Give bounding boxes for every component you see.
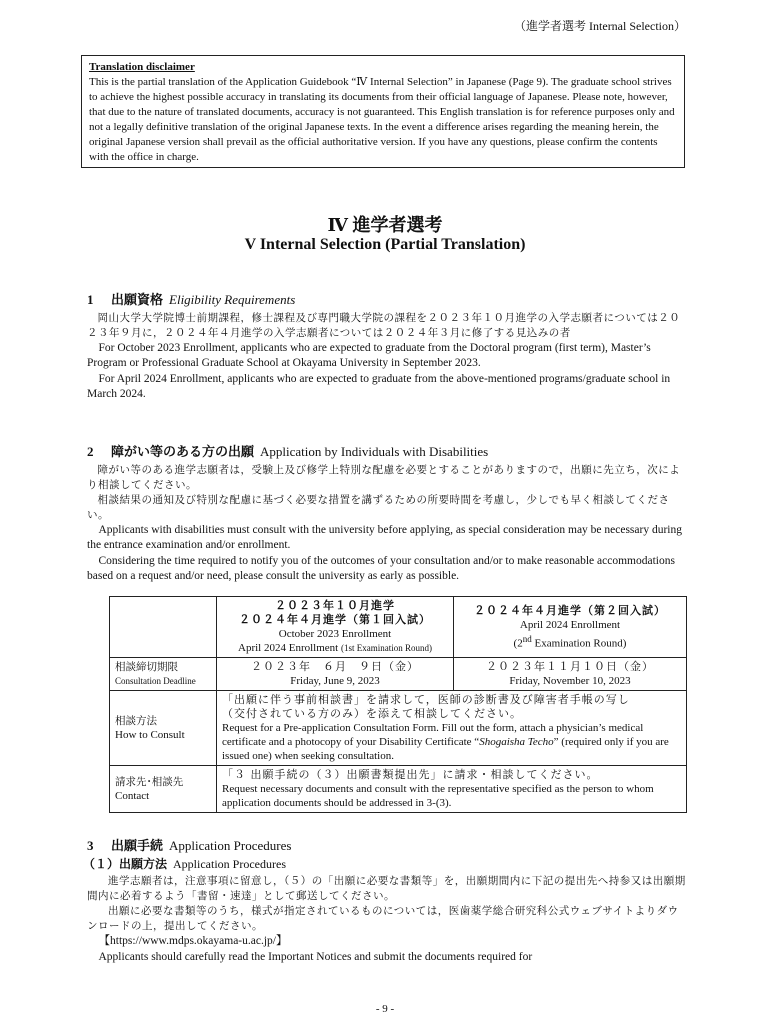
paragraph-jp: 障がい等のある進学志願者は，受験上及び修学上特別な配慮を必要とすることがありますので，出願に先立ち，次により相談してください。 [87,463,681,491]
cell-jp: 「出願に伴う事前相談書」を請求して，医師の診断書及び障害者手帳の写し [222,693,630,706]
consultation-table [109,596,687,813]
table-header-cell [454,597,687,658]
header-en: October 2023 Enrollment [278,628,392,640]
table-row [110,766,687,813]
section-heading-jp: 出願資格 [111,293,164,308]
paragraph-en: Considering the time required to notify you of the outcomes of your consultation and/or to make reasonable accommodations based on a request and/or need, please consult the university as early as possible. [87,554,675,582]
cell-jp: 「３ 出願手続の（３）出願書類提出先」に請求・相談してください。 [222,768,599,781]
row-label-jp: 相談方法 [115,715,157,727]
row-label-cell [110,691,217,766]
section-heading [87,444,687,461]
page-title-jp: Ⅳ 進学者選考 [327,215,443,235]
section-heading-jp: 出願手続 [111,839,164,854]
cell-jp: ２０２３年 ６月 ９日（金） [251,660,419,673]
row-label-jp: 請求先･相談先 [115,776,184,788]
row-label-cell [110,658,217,691]
header-en-text: April 2024 Enrollment [238,642,339,654]
header-en-text: Examination Round) [531,637,627,650]
table-corner-cell [110,597,217,658]
table-row [110,658,687,691]
paragraph-jp: 出願に必要な書類等のうち，様式が指定されているものについては，医歯薬学総合研究科公式ウェブサイトよりダウンロードの上，提出してください。 [87,905,679,932]
paragraph-jp: 進学志願者は，注意事項に留意し，（５）の「出願に必要な書類等」を，出願期間内に下記の提出先へ持参又は出願期間内に必着するよう「書留・速達」として郵送してください。 [87,875,686,902]
subsection-heading [83,857,687,873]
header-en [459,632,681,651]
paragraph-jp: 岡山大学大学院博士前期課程，修士課程及び専門職大学院の課程を２０２３年１０月進学の入学志願者については２０２３年９月に，２０２４年４月進学の入学志願者については２０２４年３月に修了する見込みの者 [87,311,681,339]
paragraph-en: For April 2024 Enrollment, applicants who are expected to graduate from the above-mentioned programs/graduate school in March 2024. [87,372,671,400]
paragraph-en: Applicants with disabilities must consult with the university before applying, as special consideration may be necessary during the entrance examination and/or enrollment. [87,523,682,551]
row-label-cell [110,766,217,813]
cell-en-text: Request for a Pre-application Consultation Form. Fill out the form, attach a physician’s medical certificate and a photocopy of your Disability Certificate “ [222,722,644,748]
cell-jp: ２０２３年１１月１０日（金） [486,660,654,673]
disclaimer-text: This is the partial translation of the Application Guidebook “Ⅳ Internal Selection” in Japanese (Page 9). The graduate school strives to achieve the highest possible accuracy in translating its documents from their official language of Japanese. Please note, however, that due to the nature of translated documents, accuracy is not guaranteed. This English translation is for reference purposes only and not a legally definitive translation of the original Japanese texts. In the event a difference arises regarding the meaning herein, the original Japanese version shall prevail as the official authoritative version. If you have any questions, please confirm the contents with the office in charge. [89,76,675,163]
section-number: 3 [87,838,94,853]
section-number: 2 [87,444,94,459]
cell-jp: （交付されている方のみ）を添えて相談してください。 [222,707,522,720]
header-jp: ２０２４年４月進学（第１回入試） [239,613,431,626]
page-number: - 9 - [375,1003,395,1015]
table-row [110,597,687,658]
section-heading [87,292,687,309]
paragraph-jp: 相談結果の通知及び特別な配慮に基づく必要な措置を講ずるための所要時間を考慮し，少しでも早く相談してください。 [87,493,670,521]
url-text: 【https://www.mdps.okayama-u.ac.jp/】 [98,935,288,947]
header-en [222,641,448,655]
cell-en [222,721,681,763]
section-heading-en: Eligibility Requirements [169,292,296,307]
paragraph-en: For October 2023 Enrollment, applicants who are expected to graduate from the Doctoral program (first term), Master’s Program or Professional Graduate School at Okayama University in September 2023. [87,341,651,369]
row-label-en: Contact [115,790,150,802]
section-heading-jp: 障がい等のある方の出願 [111,445,255,460]
row-label-en: How to Consult [115,729,185,741]
table-cell [217,766,687,813]
section-number: 1 [87,292,94,307]
header-jp: ２０２４年４月進学（第２回入試） [474,603,666,617]
row-label-en: Consultation Deadline [115,676,196,686]
header-tag: （進学者選考 Internal Selection） [514,19,686,33]
header-en-sup: nd [522,633,532,644]
section-heading-en: Application Procedures [169,838,292,853]
table-cell [217,691,687,766]
section-eligibility [87,292,687,403]
row-label-jp: 相談締切期限 [115,661,178,673]
table-row [110,691,687,766]
section-disabilities [87,444,687,585]
disclaimer-title: Translation disclaimer [89,61,195,73]
paragraph-en: Applicants should carefully read the Important Notices and submit the documents required for [98,950,533,963]
subsection-heading-jp: （１）出願方法 [83,856,168,871]
section-application-procedures [83,838,687,965]
cell-en-text: ” (required only if you are issued one) when seeking consultation. [222,736,669,762]
page-title-en: V Internal Selection (Partial Translation) [244,236,526,253]
subsection-heading-en: Application Procedures [173,856,286,871]
cell-en-italic: Shogaisha Techo [479,736,554,748]
table-cell [454,658,687,691]
cell-en: Request necessary documents and consult with the representative specified as the person to whom application documents should be addressed in 3-(3). [222,783,654,809]
header-en-small: (1st Examination Round) [340,643,432,653]
section-heading [87,838,687,855]
header-en: April 2024 Enrollment [519,618,621,631]
table-cell [217,658,454,691]
cell-en: Friday, November 10, 2023 [509,675,631,687]
table-header-cell [217,597,454,658]
cell-en: Friday, June 9, 2023 [290,675,380,687]
header-jp: ２０２３年１０月進学 [275,599,395,612]
translation-disclaimer-box [81,55,685,168]
header-en-text: (2 [513,637,523,650]
section-heading-en: Application by Individuals with Disabilities [260,444,489,459]
